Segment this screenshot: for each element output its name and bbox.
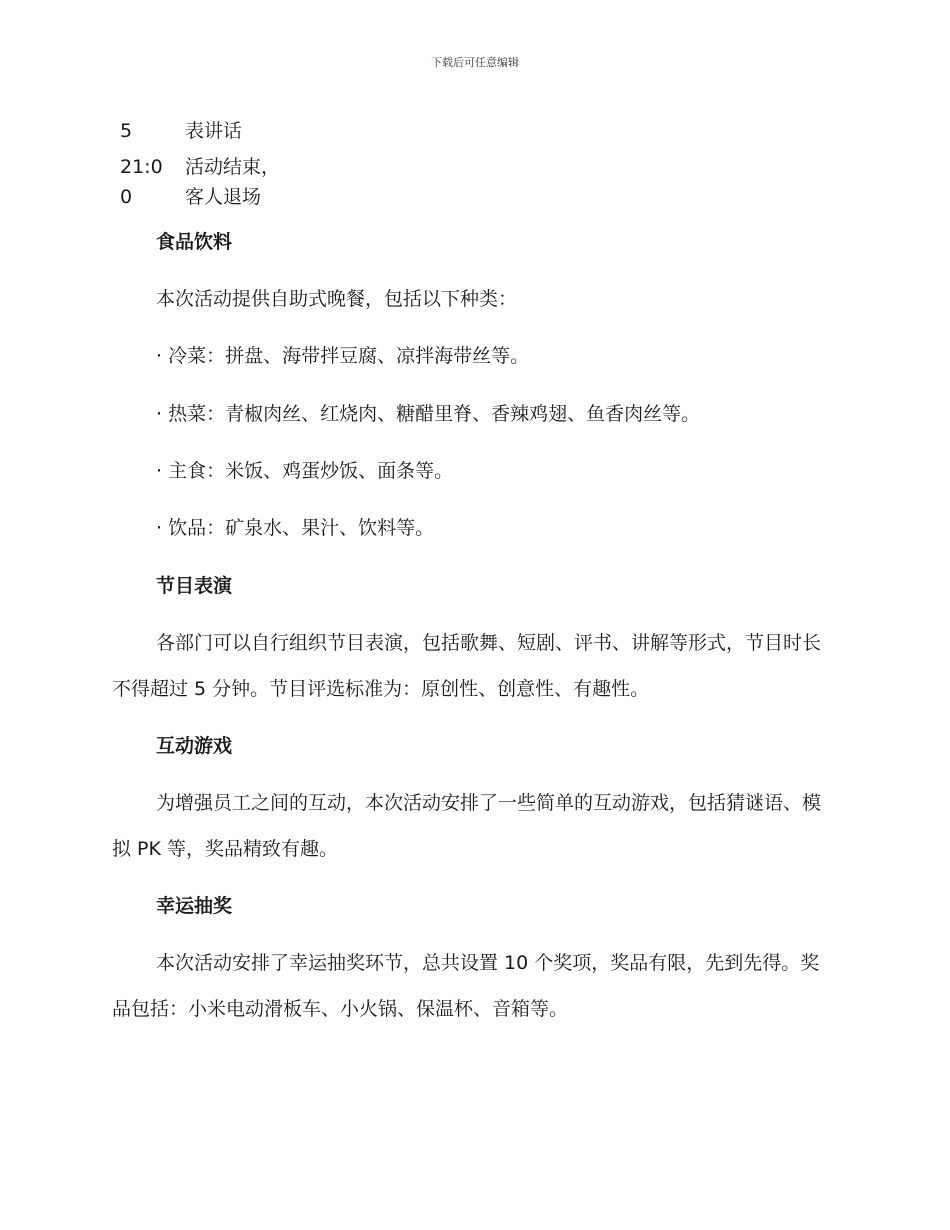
- food-item-staple: · 主食：米饭、鸡蛋炒饭、面条等。: [156, 460, 454, 482]
- schedule-desc: 活动结束，: [185, 156, 281, 178]
- schedule-desc: 客人退场: [185, 186, 262, 208]
- page-header-note: 下载后可任意编辑: [431, 56, 519, 69]
- section-heading-food: 食品饮料: [156, 231, 233, 253]
- schedule-desc: 表讲话: [185, 120, 243, 142]
- section-heading-games: 互动游戏: [156, 735, 233, 757]
- schedule-time: 5: [120, 120, 133, 142]
- food-intro: 本次活动提供自助式晚餐，包括以下种类：: [156, 288, 518, 310]
- schedule-time: 21:0: [120, 156, 163, 178]
- show-paragraph: 各部门可以自行组织节目表演，包括歌舞、短剧、评书、讲解等形式，节目时长不得超过 5 分钟。节目评选标准为：原创性、创意性、有趣性。: [112, 632, 822, 700]
- food-item-cold: · 冷菜：拼盘、海带拌豆腐、凉拌海带丝等。: [156, 345, 530, 367]
- food-item-drinks: · 饮品：矿泉水、果汁、饮料等。: [156, 517, 435, 539]
- section-heading-show: 节目表演: [156, 575, 233, 597]
- lottery-paragraph: 本次活动安排了幸运抽奖环节，总共设置 10 个奖项，奖品有限，先到先得。奖品包括：小米电动滑板车、小火锅、保温杯、音箱等。: [112, 952, 820, 1020]
- section-heading-lottery: 幸运抽奖: [156, 895, 233, 917]
- games-paragraph: 为增强员工之间的互动，本次活动安排了一些简单的互动游戏，包括猜谜语、模拟 PK 等，奖品精致有趣。: [112, 792, 822, 860]
- schedule-time: 0: [120, 186, 133, 208]
- food-item-hot: · 热菜：青椒肉丝、红烧肉、糖醋里脊、香辣鸡翅、鱼香肉丝等。: [156, 403, 701, 425]
